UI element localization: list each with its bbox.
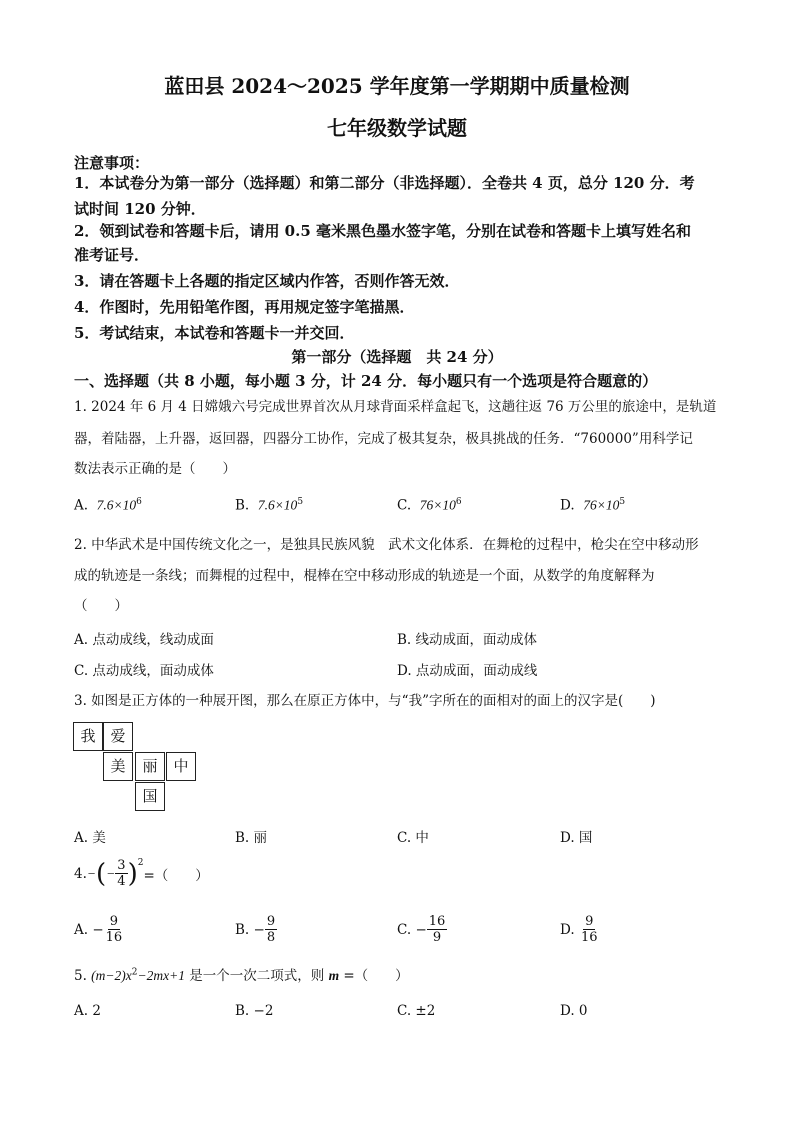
q3-option-c: C. 中 xyxy=(397,830,429,846)
q2-option-d: D. 点动成面，面动成线 xyxy=(397,663,538,679)
notes-heading: 注意事项： xyxy=(74,154,150,172)
net-cell: 国 xyxy=(135,782,165,811)
q2-line: 2. 中华武术是中国传统文化之一，是独具民族风貌 武术文化体系．在舞枪的过程中，枪尖在空中移动形 xyxy=(74,537,699,553)
q2-option-a: A. 点动成线，线动成面 xyxy=(74,632,214,648)
note-line: 4．作图时，先用铅笔作图，再用规定签字笔描黑． xyxy=(74,298,415,316)
q4-option-d: D. $\frac{9}{16}$ xyxy=(560,914,598,945)
note-line: 5．考试结束，本试卷和答题卡一并交回． xyxy=(74,324,355,342)
q5-option-b: B. −2 xyxy=(235,1003,274,1019)
q1-line: 1. 2024 年 6 月 4 日嫦娥六号完成世界首次从月球背面采样盒起飞，这趟往返 76 万公里的旅途中，是轨道 xyxy=(74,399,717,415)
q1-option-b: B. $7.6\times 10^5$ xyxy=(235,497,304,514)
net-cell: 爱 xyxy=(103,722,133,751)
q5-option-a: A. 2 xyxy=(74,1003,101,1019)
q3-option-a: A. 美 xyxy=(74,830,106,846)
net-cell: 中 xyxy=(166,752,196,781)
note-line: 2．领到试卷和答题卡后，请用 0.5 毫米黑色墨水签字笔，分别在试卷和答题卡上填写姓名和 xyxy=(74,222,691,240)
q4-option-a: A. − $\frac{9}{16}$ xyxy=(74,914,123,945)
q1-line: 器，着陆器，上升器，返回器，四器分工协作，完成了极其复杂，极具挑战的任务．“760000”用科学记 xyxy=(74,431,693,447)
exam-title: 蓝田县 2024～2025 学年度第一学期期中质量检测 xyxy=(164,74,630,98)
q2-option-c: C. 点动成线，面动成体 xyxy=(74,663,214,679)
part1-instruction: 一、选择题（共 8 小题，每小题 3 分，计 24 分．每小题只有一个选项是符合题意的） xyxy=(74,372,658,390)
note-line: 1．本试卷分为第一部分（选择题）和第二部分（非选择题）．全卷共 4 页，总分 120 分．考 xyxy=(74,174,695,192)
net-cell: 美 xyxy=(103,752,133,781)
q1-option-a: A. $7.6\times 10^6$ xyxy=(74,497,142,514)
q5-option-c: C. ±2 xyxy=(397,1003,436,1019)
q5-option-d: D. 0 xyxy=(560,1003,588,1019)
net-cell: 我 xyxy=(73,722,103,751)
q2-line: 成的轨迹是一条线；而舞棍的过程中，棍棒在空中移动形成的轨迹是一个面，从数学的角度解释为 xyxy=(74,568,655,584)
q1-line: 数法表示正确的是（ ） xyxy=(74,461,236,477)
q3-option-d: D. 国 xyxy=(560,830,593,846)
net-cell: 丽 xyxy=(135,752,165,781)
q5-question: 5. $(m-2)x^2-2mx+1$ 是一个一次二项式，则 m =（ ） xyxy=(74,967,409,984)
q4-option-b: B. − $\frac{9}{8}$ xyxy=(235,914,276,945)
note-line: 准考证号． xyxy=(74,246,150,264)
exam-subtitle: 七年级数学试题 xyxy=(327,116,467,140)
note-line: 试时间 120 分钟． xyxy=(74,200,206,218)
q1-option-c: C. $76\times 10^6$ xyxy=(397,497,462,514)
q2-option-b: B. 线动成面，面动成体 xyxy=(397,632,538,648)
q1-option-d: D. $76\times 10^5$ xyxy=(560,497,626,514)
q2-line: （ ） xyxy=(74,598,128,614)
part1-title: 第一部分（选择题 共 24 分） xyxy=(291,348,503,366)
q4-question: 4. − ( − $\frac{3}{4}$ ) $^2$ =（ ） xyxy=(74,858,209,889)
q3-option-b: B. 丽 xyxy=(235,830,268,846)
q4-option-c: C. − $\frac{16}{9}$ xyxy=(397,914,446,945)
note-line: 3．请在答题卡上各题的指定区域内作答，否则作答无效． xyxy=(74,272,460,290)
q3-question: 3. 如图是正方体的一种展开图，那么在原正方体中，与“我”字所在的面相对的面上的汉字是( ) xyxy=(74,693,656,709)
